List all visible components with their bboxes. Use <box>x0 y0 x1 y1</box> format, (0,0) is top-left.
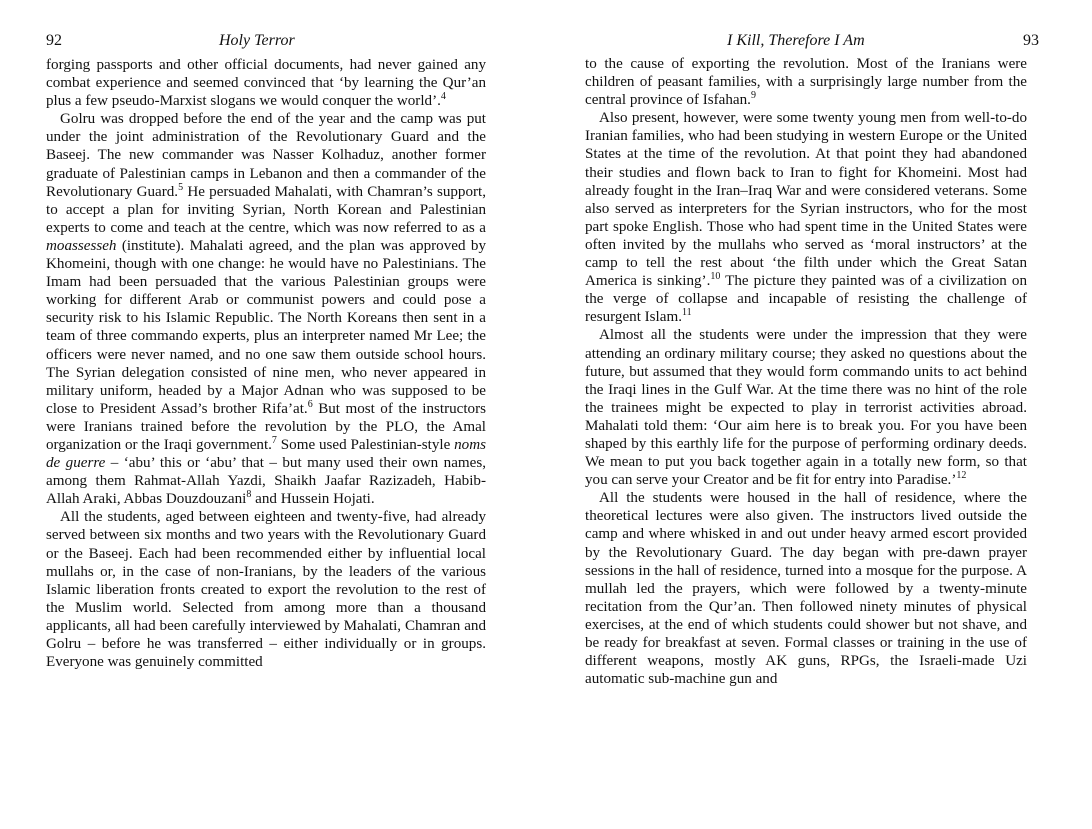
text-run: But most of the instructors were Iranians trained before the revolution by the PLO, the Amal organization or the Iraqi government. <box>46 400 486 453</box>
footnote-ref: 9 <box>750 90 756 102</box>
text-run: Almost all the students were under the impression that they were attending an ordinary military course; they asked no questions about the future, but assumed that they would form commando units to act behind the Iraqi lines in the Gulf War. At the time there was no hint of the role the trainees might be expected to play in terrorist activities abroad. Mahalati told them: ‘Our aim here is to break you. For you have been shaped by this earthly life for the purpose of performing ordinary deeds. We mean to put you back together again in a totally new form, so that you can serve your Creator and be fit for entry into Paradise.’ <box>585 327 1027 489</box>
right-page-body <box>585 55 1027 688</box>
paragraph <box>46 110 486 508</box>
text-run: He persuaded Mahalati, with Chamran’s support, to accept a plan for inviting Syrian, North Korean and Palestinian experts to come and teach at the centre, which was now referred to as a <box>46 183 486 236</box>
italic-text: moassesseh <box>46 237 117 254</box>
left-page <box>46 32 486 671</box>
left-running-head: Holy Terror <box>219 32 295 49</box>
paragraph <box>46 56 486 110</box>
left-page-body <box>46 56 486 671</box>
text-run: Some used Palestinian-style <box>276 436 455 453</box>
text-run: All the students, aged between eighteen and twenty-five, had already served between six months and two years with the Revolutionary Guard or the Baseej. Each had been recommended either by influential local mullahs or, in the case of non-Iranians, by the leaders of the various Islamic liberation fronts created to export the revolution to the rest of the Muslim world. Selected from among more than a thousand applicants, all had been carefully interviewed by Mahalati, Chamran and Golru – before he was transferred – either individually or in groups. Everyone was genuinely committed <box>46 509 486 671</box>
text-run: All the students were housed in the hall of residence, where the theoretical lectures were also given. The instructors lived outside the camp and where whisked in and out under heavy armed escort provided by the Revolutionary Guard. The day began with pre-dawn prayer sessions in the hall of residence, turned into a mosque for the purpose. A mullah led the prayers, which were followed by a twenty-minute recitation from the Qur’an. Then followed ninety minutes of physical exercises, at the end of which students could shower but not shave, and be ready for breakfast at seven. Formal classes or training in the use of different weapons, mostly AK guns, RPGs, the Israeli-made Uzi automatic sub-machine gun and <box>585 490 1027 688</box>
paragraph <box>585 326 1027 489</box>
footnote-ref: 11 <box>681 307 692 319</box>
right-page-header <box>585 32 1039 56</box>
paragraph <box>585 489 1027 688</box>
paragraph <box>46 508 486 671</box>
paragraph <box>585 55 1027 109</box>
italic-text: noms de guerre <box>46 436 486 472</box>
text-run: The picture they painted was of a civilization on the verge of collapse and incapable of resisting the challenge of resurgent Islam. <box>585 273 1027 326</box>
text-run: to the cause of exporting the revolution. Most of the Iranians were children of peasant families, with a surprisingly large number from the central province of Isfahan. <box>585 56 1027 109</box>
right-page-number: 93 <box>1023 32 1039 49</box>
text-run: Golru was dropped before the end of the year and the camp was put under the joint administration of the Revolutionary Guard and the Baseej. The new commander was Nasser Kolhaduz, another former graduate of Palestinian camps in Lebanon and then a commander of the Revolutionary Guard. <box>46 111 486 200</box>
text-run: forging passports and other official documents, had never gained any combat experience and seemed convinced that ‘by learning the Qur’an plus a few pseudo-Marxist slogans we would conquer the world’. <box>46 57 486 110</box>
footnote-ref: 10 <box>710 271 721 283</box>
text-run: – ‘abu’ this or ‘abu’ that – but many used their own names, among them Rahmat-Allah Yazdi, Shaikh Jaafar Razizadeh, Habib-Allah Araki, Abbas Douzdouzani <box>46 455 486 508</box>
footnote-ref: 8 <box>246 489 252 501</box>
footnote-ref: 5 <box>178 181 184 193</box>
footnote-ref: 7 <box>271 434 277 446</box>
paragraph <box>585 109 1027 326</box>
footnote-ref: 4 <box>440 91 446 103</box>
left-page-number: 92 <box>46 32 62 49</box>
text-run: (institute). Mahalati agreed, and the plan was approved by Khomeini, though with one change: he would have no Palestinians. The Imam had been persuaded that the various Palestinian groups were working for different Arab or communist powers and could pose a security risk to his Islamic Republic. The North Koreans then sent in a team of three commando experts, plus an interpreter named Mr Lee; the officers were never named, and no one saw them outside school hours. The Syrian delegation consisted of nine men, who never appeared in military uniform, headed by a Major Adnan who was supposed to be close to President Assad’s brother Rifa’at. <box>46 237 486 417</box>
text-run: and Hussein Hojati. <box>251 491 375 508</box>
left-page-header <box>46 32 486 56</box>
text-run: Also present, however, were some twenty young men from well-to-do Iranian families, who had been studying in western Europe or the United States at the time of the revolution. At that point they had abandoned their studies and flown back to Iran to fight for Khomeini. Most had already fought in the Iran–Iraq War and were considered veterans. Some also served as interpreters for the Syrian instructors, who for the most part spoke English. Those who had spent time in the United States were often invited by the mullahs who served as ‘moral instructors’ at the camp to tell the rest about ‘the filth under which the Great Satan America is sinking’. <box>585 110 1027 290</box>
footnote-ref: 12 <box>956 470 967 482</box>
footnote-ref: 6 <box>307 398 313 410</box>
right-page <box>585 32 1039 688</box>
right-running-head: I Kill, Therefore I Am <box>727 32 865 49</box>
